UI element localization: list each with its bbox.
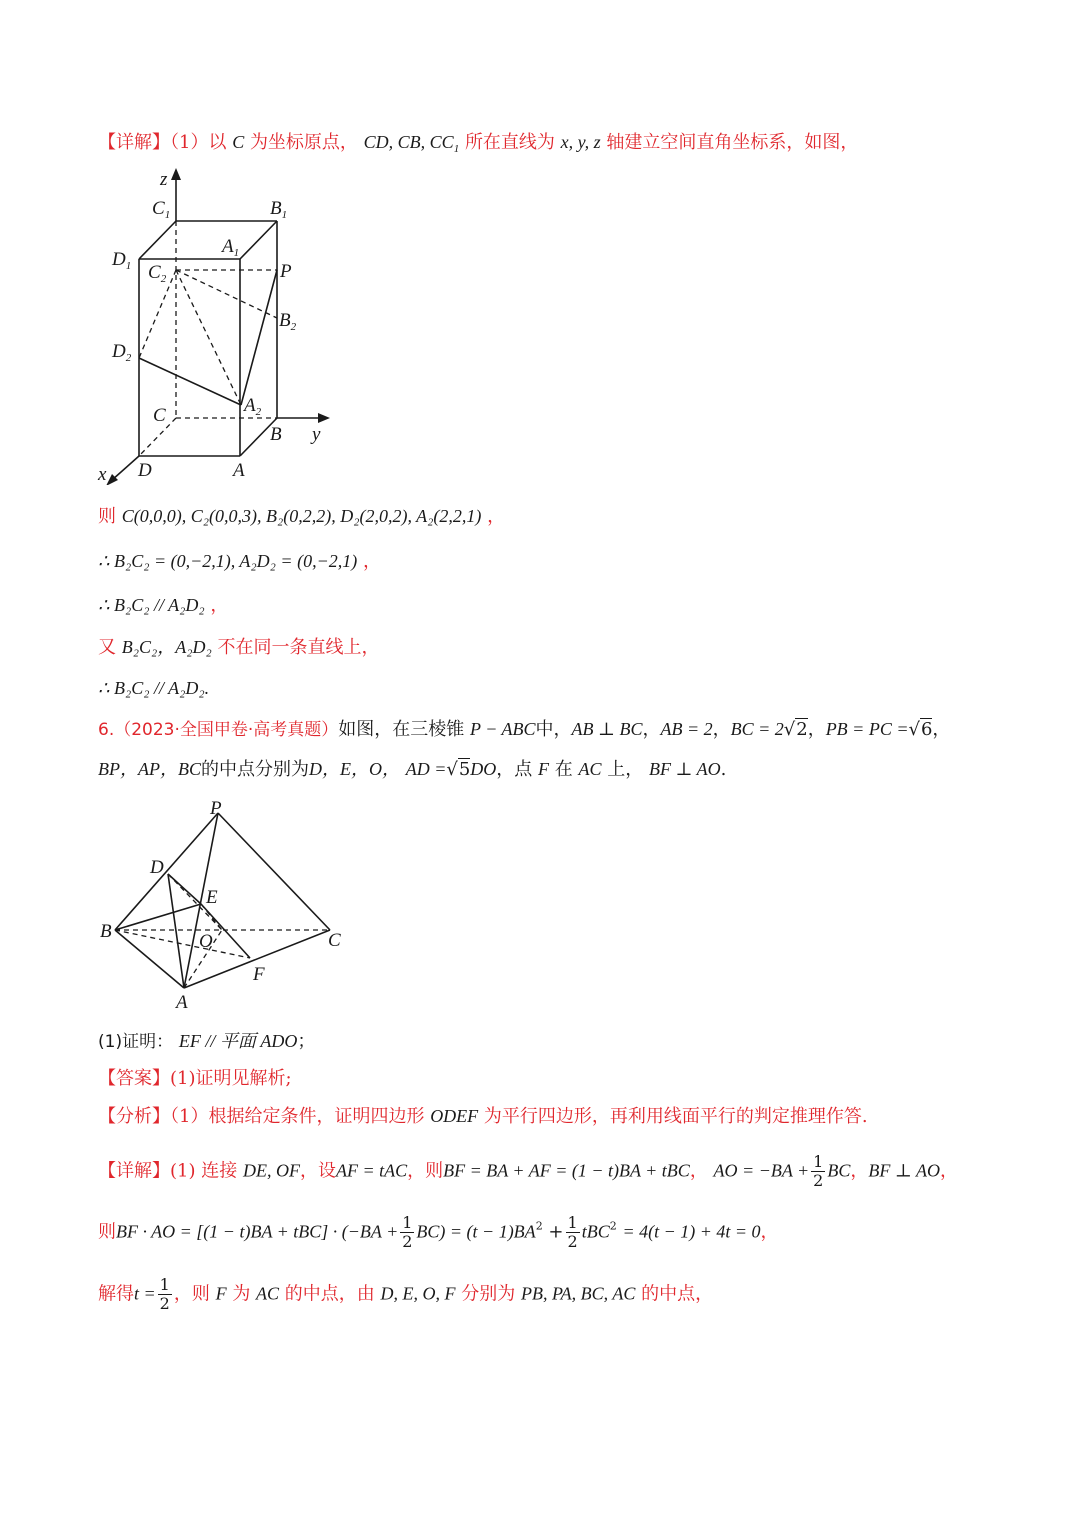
text: ，则 [407,1160,444,1182]
text: ； [297,1031,316,1052]
text: 如图，在三棱锥 [338,719,465,740]
math: BF = BA + AF = (1 − t)BA + tBC [443,1160,690,1181]
math: BF ⊥ AO [648,759,721,779]
label-D: D [138,460,152,481]
text: （1）以 [170,132,227,153]
question-6-line-1 [98,717,950,742]
text: (1)证明见解析; [170,1068,292,1089]
math: CD, CB, CC [363,132,454,152]
text: ， [642,719,661,740]
math: C [232,132,245,152]
text: 在 [554,759,573,780]
math-sup: 2 [609,1219,617,1233]
parallel-line-1 [98,593,228,618]
text: ， [807,719,826,740]
math: BP，AP，BC [98,759,201,779]
math-sup: 2 [535,1219,543,1233]
label-F: F [253,964,265,985]
label-B: B [270,424,282,445]
answer-tag: 【答案】 [98,1068,170,1089]
math: 5 [458,759,471,780]
text: 轴建立空间直角坐标系，如图， [606,132,859,153]
math: D，E，O， [308,759,400,779]
fraction: $\frac{1}{2}$ [567,1213,578,1251]
math: AD = [405,759,447,779]
math: AB ⊥ BC [571,719,643,739]
coords-line [98,504,505,529]
math: P − ABC [470,719,536,739]
label-A1: $A_1$ [222,236,240,259]
detail-tag: 【详解】 [98,132,170,153]
label-D: D [150,857,164,878]
equation-line [98,1214,779,1251]
text: 的中点， [641,1283,714,1305]
text: 的中点分别为 [200,759,309,780]
math-sub: 1 [453,143,460,155]
text: 又 [98,637,116,658]
math: t = [134,1283,156,1304]
label-C: C [153,405,166,426]
text: 为平行四边形，再利用线面平行的判定推理作答. [483,1106,868,1127]
not-collinear-line [98,635,380,660]
text: . [720,759,727,780]
text: 解得 [98,1283,134,1305]
sqrt-sign: √ [783,719,796,740]
vector-line [98,549,381,574]
text: ，设 [299,1160,336,1182]
math: DE, OF [242,1160,300,1181]
math: BC = 2 [730,719,784,739]
math: F [538,759,550,779]
text: （1）根据给定条件，证明四边形 [170,1106,425,1127]
math: DO [470,759,497,779]
label-A: A [176,992,188,1013]
solve-line [98,1276,713,1313]
text: 为坐标原点， [249,132,358,153]
math: 2 [796,719,808,740]
pyramid-figure [95,795,355,1015]
detail-line-2 [98,1153,958,1190]
math: tBC [581,1221,610,1242]
math: ∴ B₂C₂ // A₂D₂. [98,678,210,698]
text: 分别为 [461,1283,516,1305]
question-6-line-2 [98,757,726,782]
text: (1)证明： [98,1032,174,1052]
detail-line-1 [98,130,858,161]
box-figure [95,165,345,485]
math: PB, PA, BC, AC [521,1283,636,1304]
math: AF = tAC [335,1160,408,1181]
label-y: y [312,424,321,445]
label-D1: $D_1$ [112,249,132,272]
math: B₂C₂，A₂D₂ [121,637,212,657]
math: + [548,1221,564,1243]
fraction: $\frac{1}{2}$ [813,1152,824,1190]
text: 上， [607,759,644,780]
answer-line [98,1067,292,1091]
math: ∴ B₂C₂ // A₂D₂ [98,595,205,615]
label-x: x [98,464,107,485]
math: ODEF [430,1106,479,1126]
text: ， [487,506,506,527]
math: = 4(t − 1) + 4t = 0 [622,1221,761,1242]
text: ， [712,719,731,740]
math: 6 [920,719,933,740]
text: ， [850,1160,869,1182]
math: AC [578,759,602,779]
text: 则 [98,506,116,527]
text: ， [362,551,381,572]
label-C: C [328,930,341,951]
label-P: P [210,798,222,819]
text: 则 [98,1221,116,1243]
text: 为 [232,1283,251,1305]
math: ∴ B₂C₂ = (0,−2,1), A₂D₂ = (0,−2,1) [98,551,358,571]
math: BF ⊥ AO [868,1160,940,1181]
text: ，点 [496,759,533,780]
label-C2: $C_2$ [148,262,167,285]
detail-tag: 【详解】 [98,1160,170,1182]
label-D2: $D_2$ [112,341,132,364]
label-z: z [160,169,168,190]
label-A2: $A_2$ [244,395,262,418]
label-B1: $B_1$ [270,198,288,221]
math: AC [256,1283,280,1304]
label-B2: $B_2$ [279,310,297,333]
text: 所在直线为 [464,132,555,153]
label-O: O [199,931,213,952]
analysis-line [98,1104,868,1129]
text: ， [932,719,951,740]
math: BF · AO = [(1 − t)BA + tBC] · (−BA + [116,1221,399,1242]
question-number: 6.（2023·全国甲卷·高考真题） [98,720,339,740]
math: D, E, O, F [380,1283,456,1304]
text: ， [210,595,229,616]
parallel-line-2 [98,676,209,701]
part-1-line [98,1029,315,1054]
math: EF // 平面 ADO [178,1031,298,1051]
math: BC [827,1160,851,1181]
label-P: P [280,261,292,282]
math: AB = 2 [660,719,713,739]
text: ，则 [173,1283,210,1305]
fraction: $\frac{1}{2}$ [402,1213,413,1251]
math: C(0,0,0), C₂(0,0,3), B₂(0,2,2), D₂(2,0,2), A₂(2,2,1) [121,506,482,526]
label-B: B [100,921,112,942]
label-E: E [206,887,218,908]
text: ， [689,1160,708,1182]
fraction: $\frac{1}{2}$ [159,1275,170,1313]
analysis-tag: 【分析】 [98,1106,170,1127]
label-C1: $C_1$ [152,198,171,221]
text: 中， [535,719,572,740]
text: 不在同一条直线上， [217,637,380,658]
text: (1) 连接 [170,1160,238,1182]
text: ， [939,1160,958,1182]
math: F [215,1283,227,1304]
math: x, y, z [560,132,601,152]
math: BC) = (t − 1)BA [416,1221,536,1242]
sqrt-sign: √ [446,759,458,780]
text: 的中点，由 [284,1283,375,1305]
label-A: A [233,460,245,481]
sqrt-sign: √ [908,719,920,740]
math: PB = PC = [825,719,909,739]
text: ， [760,1221,779,1243]
math: AO = −BA + [713,1160,810,1181]
